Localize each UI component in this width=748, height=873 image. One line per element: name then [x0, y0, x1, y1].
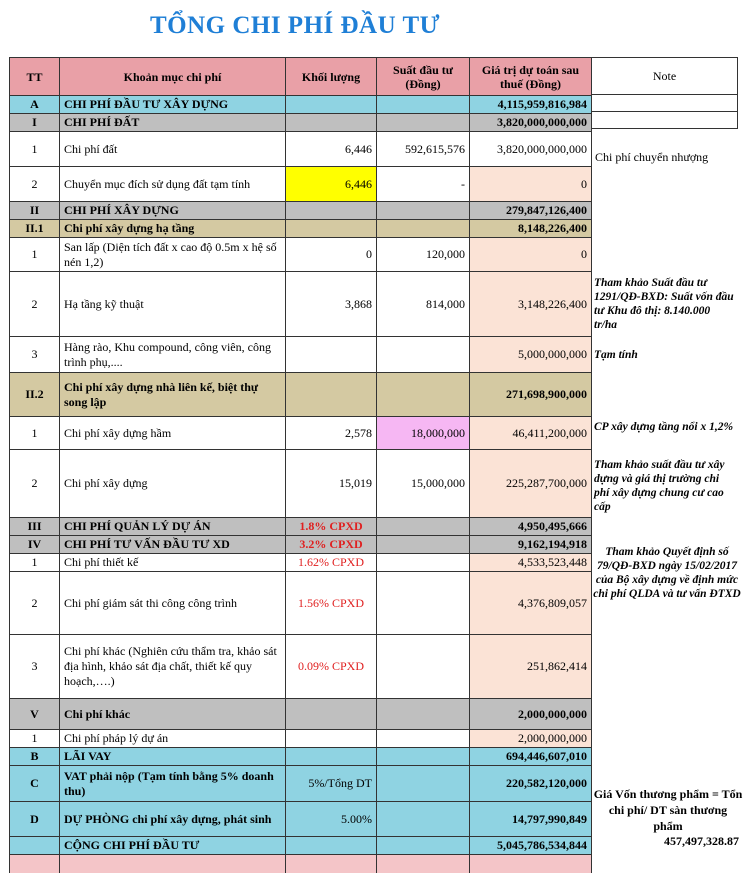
- cell-value: 2,000,000,000: [470, 730, 592, 748]
- cell-value: 4,533,523,448: [470, 554, 592, 572]
- cell-tt: 1: [10, 238, 60, 272]
- cell-tt: A: [10, 96, 60, 114]
- cell-tt: D: [10, 802, 60, 837]
- cell-tt: II.2: [10, 373, 60, 417]
- cell-item: San lấp (Diện tích đất x cao độ 0.5m x hệ số nén 1,2): [60, 238, 286, 272]
- table-row: [10, 132, 592, 167]
- cell-item: CHI PHÍ ĐẤT: [60, 114, 286, 132]
- cell-qty: 6,446: [286, 167, 377, 202]
- cost-price-label: Giá Vốn thương phẩm = Tổn chi phí/ DT sàn thương phẩm: [593, 787, 743, 833]
- cell-value: 0: [470, 238, 592, 272]
- cell-item: Chi phí khác (Nghiên cứu thẩm tra, khảo sát địa hình, khảo sát địa chất, thiết kế quy hoạch,….): [60, 635, 286, 699]
- table-row: [10, 699, 592, 730]
- cell-tt: [10, 837, 60, 855]
- cell-tt: 2: [10, 450, 60, 518]
- cell-qty: 3.2% CPXD: [286, 536, 377, 554]
- cell-tt: 2: [10, 167, 60, 202]
- total-row: [10, 837, 592, 855]
- header-tt: TT: [10, 58, 60, 96]
- cell-value: 14,797,990,849: [470, 802, 592, 837]
- cell-item: Chuyển mục đích sử dụng đất tạm tính: [60, 167, 286, 202]
- table-row: [10, 373, 592, 417]
- cell-tt: 3: [10, 337, 60, 373]
- cell-tt: IV: [10, 536, 60, 554]
- note-land: Chi phí chuyển nhượng: [595, 150, 709, 164]
- table-row: [10, 238, 592, 272]
- table-row: [10, 114, 592, 132]
- cell-unit: 120,000: [377, 238, 470, 272]
- cell-qty: 1.56% CPXD: [286, 572, 377, 635]
- cell-unit: 18,000,000: [377, 417, 470, 450]
- table-row: [10, 202, 592, 220]
- cell-qty: 1.62% CPXD: [286, 554, 377, 572]
- cell-value: 3,820,000,000,000: [470, 132, 592, 167]
- header-qty: Khối lượng: [286, 58, 377, 96]
- cell-value: 3,820,000,000,000: [470, 114, 592, 132]
- cell-tt: 1: [10, 417, 60, 450]
- cost-table: [9, 57, 592, 873]
- cell-qty: 15,019: [286, 450, 377, 518]
- table-row: [10, 802, 592, 837]
- note-cell: [591, 111, 738, 129]
- cell-item: Chi phí xây dựng hầm: [60, 417, 286, 450]
- table-row: [10, 554, 592, 572]
- cell-unit: -: [377, 167, 470, 202]
- cell-unit: 592,615,576: [377, 132, 470, 167]
- cell-tt: II: [10, 202, 60, 220]
- cell-item: CHI PHÍ QUẢN LÝ DỰ ÁN: [60, 518, 286, 536]
- cell-tt: C: [10, 766, 60, 802]
- cell-tt: 1: [10, 132, 60, 167]
- cell-value: 9,162,194,918: [470, 536, 592, 554]
- cell-tt: B: [10, 748, 60, 766]
- note-cell: [591, 94, 738, 112]
- cell-qty: 3,868: [286, 272, 377, 337]
- header-item: Khoản mục chi phí: [60, 58, 286, 96]
- cell-item: Chi phí đất: [60, 132, 286, 167]
- header-note: Note: [591, 57, 738, 95]
- cell-item: Chi phí khác: [60, 699, 286, 730]
- table-row: [10, 417, 592, 450]
- cell-qty: 5%/Tổng DT: [286, 766, 377, 802]
- table-row: [10, 855, 592, 873]
- cell-item: Hạ tầng kỹ thuật: [60, 272, 286, 337]
- table-row: [10, 167, 592, 202]
- cell-tt: 1: [10, 730, 60, 748]
- table-row: [10, 272, 592, 337]
- cell-value: 5,000,000,000: [470, 337, 592, 373]
- note-temp: Tạm tính: [594, 349, 638, 361]
- cell-value: 0: [470, 167, 592, 202]
- note-infra: Tham khảo Suất đầu tư 1291/QĐ-BXD: Suất vốn đầu tư Khu đô thị: 8.140.000 tr/ha: [594, 277, 734, 331]
- cell-item: Chi phí pháp lý dự án: [60, 730, 286, 748]
- table-row: [10, 518, 592, 536]
- note-basement: CP xây dựng tầng nổi x 1,2%: [594, 421, 734, 433]
- cell-item: CHI PHÍ TƯ VẤN ĐẦU TƯ XD: [60, 536, 286, 554]
- cell-value: 251,862,414: [470, 635, 592, 699]
- cell-item: Chi phí xây dựng hạ tầng: [60, 220, 286, 238]
- cell-qty: 1.8% CPXD: [286, 518, 377, 536]
- cell-unit: 15,000,000: [377, 450, 470, 518]
- cell-qty: 6,446: [286, 132, 377, 167]
- cell-qty: 5.00%: [286, 802, 377, 837]
- header-row: [10, 58, 592, 96]
- cell-value: 271,698,900,000: [470, 373, 592, 417]
- cell-tt: V: [10, 699, 60, 730]
- cell-value: 4,376,809,057: [470, 572, 592, 635]
- cell-item: Chi phí giám sát thi công công trình: [60, 572, 286, 635]
- table-row: [10, 337, 592, 373]
- cell-value: 4,115,959,816,984: [470, 96, 592, 114]
- cell-tt: 3: [10, 635, 60, 699]
- cell-item: LÃI VAY: [60, 748, 286, 766]
- cell-value: 4,950,495,666: [470, 518, 592, 536]
- cell-qty: 0.09% CPXD: [286, 635, 377, 699]
- cell-value: 279,847,126,400: [470, 202, 592, 220]
- cell-value: 220,582,120,000: [470, 766, 592, 802]
- note-construction: Tham khảo suất đầu tư xây dựng và giá thị trường chi phí xây dựng chung cư cao cấp: [594, 459, 725, 513]
- table-row: [10, 730, 592, 748]
- header-unit-cost: Suất đầu tư (Đồng): [377, 58, 470, 96]
- cell-tt: III: [10, 518, 60, 536]
- cell-item: CỘNG CHI PHÍ ĐẦU TƯ: [60, 837, 286, 855]
- cell-tt: II.1: [10, 220, 60, 238]
- header-value: Giá trị dự toán sau thuế (Đồng): [470, 58, 592, 96]
- cell-item: VAT phải nộp (Tạm tính bằng 5% doanh thu): [60, 766, 286, 802]
- table-row: [10, 220, 592, 238]
- cell-value: 46,411,200,000: [470, 417, 592, 450]
- table-row: [10, 536, 592, 554]
- cell-value: 8,148,226,400: [470, 220, 592, 238]
- cell-tt: 1: [10, 554, 60, 572]
- cell-item: CHI PHÍ ĐẦU TƯ XÂY DỰNG: [60, 96, 286, 114]
- cell-value: 3,148,226,400: [470, 272, 592, 337]
- cell-item: Hàng rào, Khu compound, công viên, công trình phụ,....: [60, 337, 286, 373]
- cell-tt: I: [10, 114, 60, 132]
- table-row: [10, 450, 592, 518]
- table-row: [10, 766, 592, 802]
- table-row: [10, 635, 592, 699]
- cell-qty: 2,578: [286, 417, 377, 450]
- cell-item: DỰ PHÒNG chi phí xây dựng, phát sinh: [60, 802, 286, 837]
- table-row: [10, 96, 592, 114]
- table-row: [10, 572, 592, 635]
- cell-item: Chi phí xây dựng: [60, 450, 286, 518]
- cell-tt: 2: [10, 272, 60, 337]
- cell-value: 2,000,000,000: [470, 699, 592, 730]
- cell-value: 694,446,607,010: [470, 748, 592, 766]
- cell-item: CHI PHÍ XÂY DỰNG: [60, 202, 286, 220]
- cost-price-value: 457,497,328.87: [664, 834, 739, 848]
- note-consult: Tham khảo Quyết định số 79/QĐ-BXD ngày 15/02/2017 của Bộ xây dựng về định mức chi phí QLDA và tư vấn ĐTXD: [593, 546, 741, 600]
- cell-tt: 2: [10, 572, 60, 635]
- table-row: [10, 748, 592, 766]
- cell-item: Chi phí thiết kế: [60, 554, 286, 572]
- cell-item: Chi phí xây dựng nhà liên kế, biệt thự song lập: [60, 373, 286, 417]
- cell-unit: 814,000: [377, 272, 470, 337]
- cell-value: 5,045,786,534,844: [470, 837, 592, 855]
- cell-value: 225,287,700,000: [470, 450, 592, 518]
- cell-qty: 0: [286, 238, 377, 272]
- page-title: TỔNG CHI PHÍ ĐẦU TƯ: [149, 12, 441, 39]
